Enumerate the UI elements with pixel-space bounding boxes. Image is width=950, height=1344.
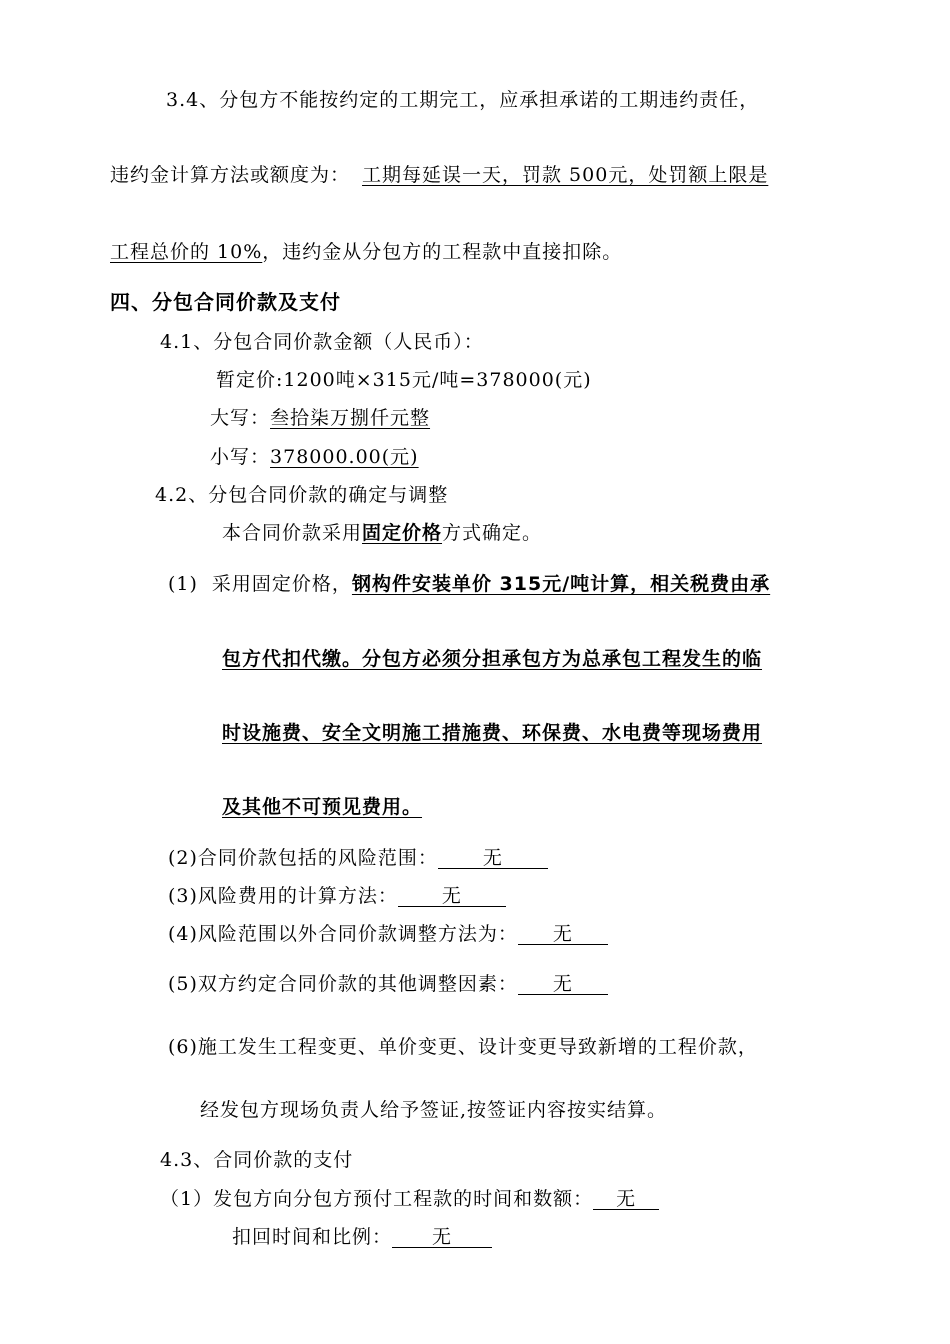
penalty-method-value: 工期每延误一天，罚款 500元，处罚额上限是	[362, 164, 769, 186]
item-6-line-1: (6)施工发生工程变更、单价变更、设计变更导致新增的工程价款，	[168, 1036, 758, 1058]
pricing-method-type: 固定价格	[362, 522, 443, 544]
clause-3-4-line-2	[110, 163, 768, 187]
item-6-line-2: 经发包方现场负责人给予签证,按签证内容按实结算。	[200, 1099, 668, 1121]
pricing-method-post: 方式确定。	[442, 522, 543, 544]
item-2-value: 无	[438, 848, 548, 869]
item-1-number: (1)	[168, 573, 198, 595]
clause-3-4-line-3	[110, 240, 622, 264]
amount-in-figures-value: 378000.00(元)	[270, 446, 419, 468]
amount-in-figures-label: 小写：	[210, 446, 271, 468]
item-2-label: (2)合同价款包括的风险范围：	[168, 847, 438, 869]
item-4	[168, 922, 608, 946]
deduction	[232, 1225, 492, 1249]
item-4-label: (4)风险范围以外合同价款调整方法为：	[168, 923, 518, 945]
item-3-value: 无	[398, 886, 506, 907]
item-1-line-1	[168, 572, 770, 596]
amount-in-words	[210, 406, 442, 430]
clause-3-4-line-1: 3.4、分包方不能按约定的工期完工，应承担承诺的工期违约责任，	[166, 89, 760, 111]
provisional-price: 暂定价:1200吨×315元/吨=378000(元)	[216, 369, 592, 391]
advance-payment	[160, 1187, 659, 1211]
advance-payment-value: 无	[593, 1189, 659, 1210]
item-1-line-2: 包方代扣代缴。分包方必须分担承包方为总承包工程发生的临	[222, 648, 763, 670]
penalty-deduction-text: ，违约金从分包方的工程款中直接扣除。	[262, 241, 623, 263]
item-3-label: (3)风险费用的计算方法：	[168, 885, 398, 907]
item-1-bold-1: 钢构件安装单价 315元/吨计算，相关税费由承	[351, 573, 771, 595]
clause-4-3-title: 4.3、合同价款的支付	[160, 1149, 354, 1171]
pricing-method	[222, 521, 542, 545]
penalty-cap-value: 工程总价的 10%	[110, 241, 263, 263]
amount-in-figures	[210, 445, 419, 469]
deduction-value: 无	[392, 1227, 492, 1248]
item-5	[168, 972, 608, 996]
item-4-value: 无	[518, 924, 608, 945]
penalty-method-label: 违约金计算方法或额度为：	[110, 164, 351, 186]
deduction-label: 扣回时间和比例：	[232, 1226, 393, 1248]
pricing-method-pre: 本合同价款采用	[222, 522, 363, 544]
amount-in-words-value: 叁拾柒万捌仟元整	[270, 407, 431, 429]
section-4-heading: 四、分包合同价款及支付	[110, 290, 341, 314]
advance-payment-label: （1）发包方向分包方预付工程款的时间和数额：	[160, 1188, 594, 1210]
item-2	[168, 846, 548, 870]
clause-4-2-title: 4.2、分包合同价款的确定与调整	[155, 484, 449, 506]
item-5-label: (5)双方约定合同价款的其他调整因素：	[168, 973, 518, 995]
item-3	[168, 884, 506, 908]
amount-in-words-label: 大写：	[210, 407, 271, 429]
item-1-line-4: 及其他不可预见费用。	[222, 796, 423, 818]
item-1-line-3: 时设施费、安全文明施工措施费、环保费、水电费等现场费用	[222, 722, 763, 744]
item-5-value: 无	[518, 974, 608, 995]
item-1-pre: 采用固定价格，	[211, 573, 352, 595]
clause-4-1-title: 4.1、分包合同价款金额（人民币）：	[160, 331, 484, 353]
